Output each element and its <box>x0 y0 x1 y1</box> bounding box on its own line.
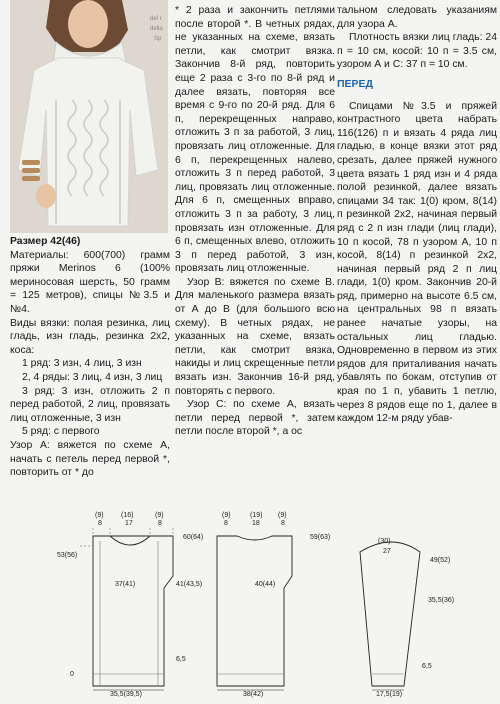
sleeve-arm-len: 35,5(36) <box>428 597 455 604</box>
back-top-5: 18 <box>252 520 260 527</box>
left-column-text <box>10 235 170 480</box>
front-top-1: (9) <box>95 512 104 519</box>
middle-paragraph: * 2 раза и закончить петлями после второй *. В четных рядах, не указанных на схеме, вязать петли, как смотрит вязка. Закончив 8-й ряд, повторить еще 2 раза с 3-го по 8-й ряд и далее вязать, повторяя все время с 9-го по 20-й ряд. Для 6 п, перекрещенных направо, отложить 3 п за работой, 3 лиц, провязать лиц отложенные. Для 6 п, перекрещенных налево, отложить 3 п перед работой, 3 лиц, провязать лиц отложенные. Для 6 п, смещенных вправо, отложить 3 п за работу, 3 лиц, провязать изн отложенные. Для 6 п, смещенных влево, отложить 3 п перед работой, 3 изн, провязать лиц отложенные. <box>175 5 335 275</box>
sweater-photo-illustration <box>10 0 168 233</box>
sleeve-cuff-h: 6,5 <box>422 663 432 670</box>
front-body-h: 41(43,5) <box>176 581 203 588</box>
back-body-h: 40(44) <box>255 581 276 588</box>
right-paragraph: ПЕРЕД <box>337 77 374 90</box>
left-paragraph: 3 ряд: 3 изн, отложить 2 п перед работой, 2 лиц, провязать лиц отложенные, 3 изн <box>10 385 170 424</box>
right-paragraph: Плотность вязки лиц гладь: 24 п = 10 см, косой: 10 п = 3.5 см, узором А и С: 37 п = 10 см. <box>337 32 497 71</box>
right-paragraph: Спицами №3.5 и пряжей контрастного цвета набрать 116(126) п и вязать 4 ряда лиц гладью, в конце вязки этот ряд срезать, далее пряжей нужного цвета вязать 1 ряд изн и 4 ряда полой резинкой, далее вязать спицами 34 так: 1(0) кром, 8(14) п резинкой 2х2, начиная первый ряд с 2 п изн глади (лиц глади), 10 п косой, 78 п узором А, 10 п косой, 8(14) п резинкой 2х2, начиная первый ряд 2 п лиц глади, 1(0) кром. Закончив 20-й ряд, примерно на высоте 6.5 см, на центральных 98 п вязать ранее начатые узоры, на остальных лиц гладью. Одновременно в первом из этих рядов для приталивания начать убавлять по бокам, отступив от края по 1 п, убавить 1 петлю, через 8 рядов еще по 1, далее в каждом 12-м ряду убав- <box>337 100 497 425</box>
front-top-6: 8 <box>158 520 162 527</box>
back-top-6: 8 <box>281 520 285 527</box>
back-width: 38(42) <box>243 691 264 698</box>
middle-column-text <box>175 4 335 439</box>
left-paragraph: Материалы: 600(700) грамм пряжи Merinos 6 (100% мериносовая шерсть, 50 грамм = 125 метров), спицы №3.5 и №4. <box>10 249 170 315</box>
right-column-text <box>337 4 497 426</box>
front-armhole: 37(41) <box>115 581 136 588</box>
front-schematic <box>57 512 203 698</box>
sleeve-cap-h: 49(52) <box>430 557 451 564</box>
left-paragraph: 2, 4 ряды: 3 лиц, 4 изн, 3 лиц <box>22 371 163 383</box>
front-top-5: 17 <box>125 520 133 527</box>
middle-paragraph: Узор В: вяжется по схеме В. Для маленького размера вязать от А до В (для большого всю схему). В четных рядах, не указанных на схеме, вязать петли, как смотрит вязка, накиды и лиц скрещенные петли вязать изн. Закончив 16-й ряд, повторять с первого. <box>175 276 335 397</box>
front-width: 35,5(39,5) <box>110 691 142 698</box>
front-top-2: (16) <box>121 512 134 519</box>
back-top-1: (9) <box>222 512 231 519</box>
back-top-3: (9) <box>278 512 287 519</box>
left-paragraph: 5 ряд: с первого <box>22 426 100 438</box>
sleeve-schematic <box>360 538 454 698</box>
front-hem-h: 6,5 <box>176 656 186 663</box>
left-paragraph: 1 ряд: 3 изн, 4 лиц, 3 изн <box>22 358 142 370</box>
front-shoulder-h: 53(56) <box>57 552 78 559</box>
left-paragraph: Размер 42(46) <box>10 236 81 247</box>
front-side: 0 <box>70 671 74 678</box>
front-top-4: 8 <box>98 520 102 527</box>
back-top-4: 8 <box>224 520 228 527</box>
back-top-2: (19) <box>250 512 263 519</box>
photo-side-text-3: Sp <box>154 36 162 42</box>
sleeve-top-w: (30) <box>378 538 391 545</box>
sleeve-top-w2: 27 <box>383 548 391 555</box>
model-photo <box>10 0 168 233</box>
left-paragraph: Узор А: вяжется по схеме А, начать с петель перед первой *, повторить от * до <box>10 439 170 479</box>
pattern-schematics <box>0 506 500 699</box>
back-schematic <box>217 512 330 698</box>
photo-side-text-1: del r <box>150 16 162 22</box>
left-paragraph: Виды вязки: полая резинка, лиц гладь, изн гладь, резинка 2х2, коса: <box>10 317 170 356</box>
right-paragraph: тальном следовать указаниям для узора А. <box>337 5 497 30</box>
front-top-3: (9) <box>155 512 164 519</box>
photo-side-text-2: della <box>150 26 163 32</box>
middle-paragraph: Узор С: по схеме А, вязать петли перед первой *, затем петли после второй *, а ос <box>175 399 335 438</box>
back-total-h: 59(63) <box>310 534 331 541</box>
front-neck-h: 60(64) <box>183 534 204 541</box>
sleeve-width: 17,5(19) <box>376 691 403 698</box>
